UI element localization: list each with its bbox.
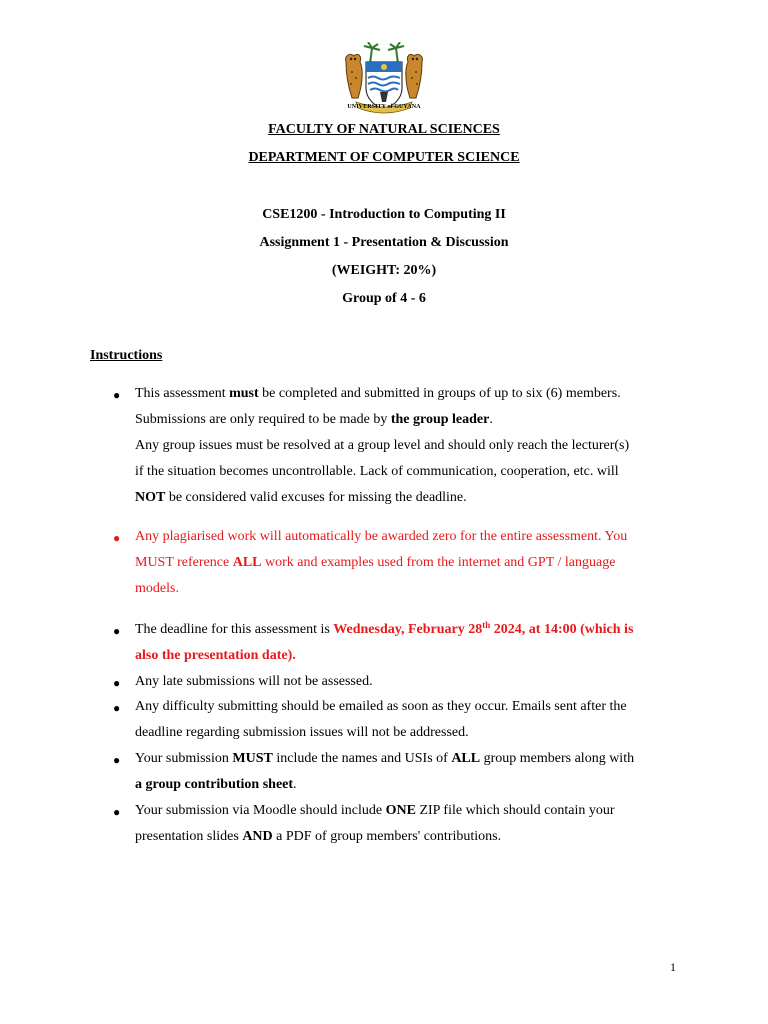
bullet-marker: ● [113,624,121,638]
instruction-bullet-moodle-zip: Your submission via Moodle should include ONE ZIP file which should contain your presentation slides AND a PDF of group members' contributions. [135,803,615,844]
instructions-heading: Instructions [90,348,163,363]
weight-line: (WEIGHT: 20%) [331,263,437,278]
assignment-title: Assignment 1 - Presentation & Discussion [259,235,509,250]
course-title: CSE1200 - Introduction to Computing II [262,207,506,222]
instruction-bullet-plagiarism: Any plagiarised work will automatically be awarded zero for the entire assessment. You MUST reference ALL work and examples used from the internet and GPT / language models. [135,529,628,596]
bullet-marker: ● [113,701,121,715]
logo-caption: UNIVERSITY of GUYANA [347,104,421,110]
group-size-line: Group of 4 - 6 [342,291,426,306]
instruction-bullet-group-submission: This assessment must be completed and submitted in groups of up to six (6) members. Submissions are only required to be made by the group leader. Any group issues must be resolved at a group level and should only reach the lecturer(s) if the situation becomes uncontrollable. Lack of communication, cooperation, etc. will NOT be considered valid excuses for missing the deadline. [135,386,630,505]
instruction-bullet-submission-difficulty: Any difficulty submitting should be emailed as soon as they occur. Emails sent after the deadline regarding submission issues will not be addressed. [135,699,627,740]
page-number: 1 [670,960,676,974]
bullet-marker: ● [113,805,121,819]
bullet-marker: ● [113,753,121,767]
instruction-bullet-late-submissions: Any late submissions will not be assessed. [135,674,373,689]
bullet-marker: ● [113,676,121,690]
instruction-bullet-deadline: The deadline for this assessment is Wednesday, February 28th 2024, at 14:00 (which is also the presentation date). [135,620,634,663]
bullet-marker: ● [113,388,121,402]
bullet-marker: ● [113,531,121,545]
department-title: DEPARTMENT OF COMPUTER SCIENCE [248,150,520,165]
instruction-bullet-group-members: Your submission MUST include the names and USIs of ALL group members along with a group contribution sheet. [135,751,635,792]
faculty-title: FACULTY OF NATURAL SCIENCES [268,122,500,137]
